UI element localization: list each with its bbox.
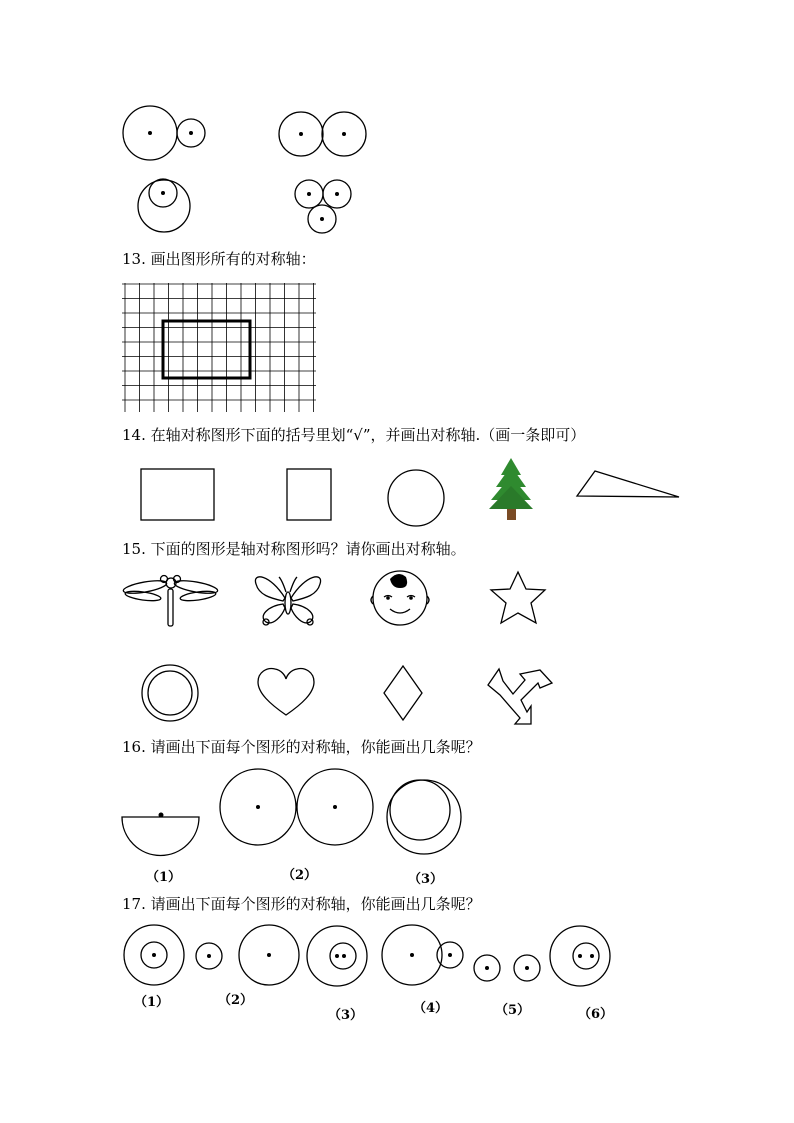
q17-figure-4 bbox=[382, 925, 463, 985]
question-number: 13. bbox=[122, 250, 146, 268]
q17-label-3: （3） bbox=[328, 1008, 364, 1023]
q16-label-3: （3） bbox=[408, 872, 444, 887]
q17-figure-2 bbox=[196, 943, 222, 969]
q17-figure-3a bbox=[239, 925, 299, 985]
semicircle-figure bbox=[122, 813, 199, 856]
arrow-shape-icon bbox=[488, 669, 552, 724]
two-equal-circles-figure bbox=[220, 769, 373, 845]
circle-icon bbox=[388, 470, 444, 526]
q17-label-2: （2） bbox=[218, 993, 254, 1008]
tall-rectangle-icon bbox=[287, 469, 331, 520]
butterfly-icon bbox=[255, 577, 320, 625]
triangle-icon bbox=[577, 471, 679, 497]
heart-icon bbox=[258, 669, 314, 715]
q17-label-1: （1） bbox=[134, 995, 170, 1010]
face-icon bbox=[371, 571, 429, 625]
q17-figure-3b bbox=[307, 926, 367, 986]
question-number: 17. bbox=[122, 895, 146, 913]
q16-label-1: （1） bbox=[146, 870, 182, 885]
ring-icon bbox=[142, 665, 198, 721]
question-text: 画出图形所有的对称轴： bbox=[150, 250, 316, 268]
crescent-figure bbox=[387, 780, 461, 854]
q16-label-2: （2） bbox=[282, 868, 318, 883]
grid bbox=[122, 283, 316, 412]
circle-pair-big-small bbox=[123, 106, 205, 160]
rhombus-icon bbox=[384, 666, 422, 720]
question-text: 请画出下面每个图形的对称轴，你能画出几条呢？ bbox=[150, 895, 481, 913]
circle-triple bbox=[295, 180, 351, 233]
pine-tree-icon bbox=[489, 458, 533, 520]
question-number: 14. bbox=[122, 426, 146, 444]
star-icon bbox=[491, 572, 545, 623]
dragonfly-icon bbox=[122, 576, 218, 627]
q17-label-5: （5） bbox=[495, 1003, 531, 1018]
q17-figure-5 bbox=[474, 955, 540, 981]
question-number: 16. bbox=[122, 738, 146, 756]
rectangle-icon bbox=[141, 469, 214, 520]
q17-figure-1 bbox=[124, 925, 184, 985]
circle-pair-equal bbox=[279, 112, 366, 156]
q17-label-6: （6） bbox=[578, 1007, 614, 1022]
q17-figure-6 bbox=[550, 926, 610, 986]
question-text: 下面的图形是轴对称图形吗？请你画出对称轴。 bbox=[150, 540, 466, 558]
question-text: 请画出下面每个图形的对称轴，你能画出几条呢？ bbox=[150, 738, 481, 756]
question-text: 在轴对称图形下面的括号里划“√”，并画出对称轴.（画一条即可） bbox=[150, 426, 586, 444]
grid-rectangle bbox=[163, 321, 250, 378]
circle-nested bbox=[138, 179, 190, 232]
question-number: 15. bbox=[122, 540, 146, 558]
q17-label-4: （4） bbox=[413, 1001, 449, 1016]
